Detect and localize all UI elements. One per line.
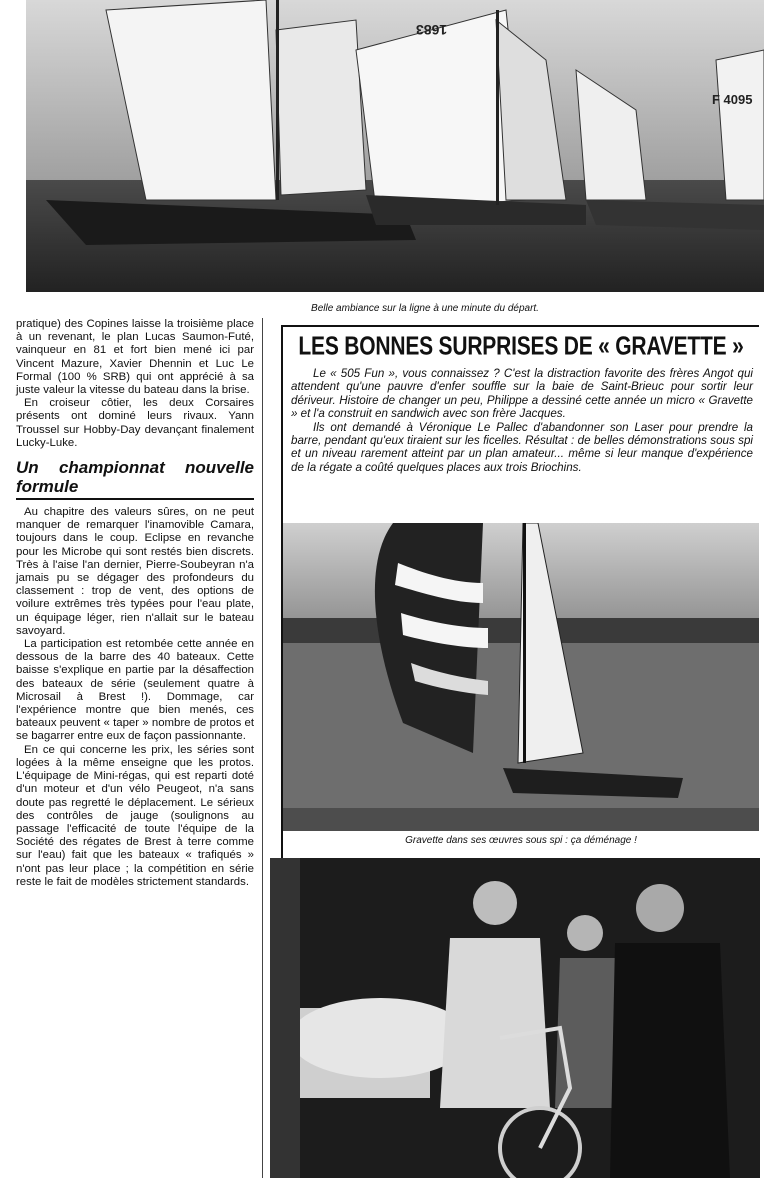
box-title: LES BONNES SURPRISES DE « GRAVETTE » xyxy=(298,332,744,361)
gravette-illustration xyxy=(283,523,759,831)
article-paragraph: La participation est retombée cette année en dessous de la barre des 40 bateaux. Cette baisse s'explique en partie par la désaffection des bateaux de série (seulement quatre à Microsail à Brest !). Dommage, car l'expérience montre que bien menés, ces bateaux peuvent « taper » nombre de protos et se bagarrer entre eux de façon passionnante. xyxy=(16,638,254,743)
box-paragraph: Le « 505 Fun », vous connaissez ? C'est la distraction favorite des frères Angot qui attendent qu'une pauvre d'enfer souffle sur la baie de Saint-Brieuc pour sortir leur dériveur. Histoire de changer un peu, Philippe a dessiné cette année un micro « Gravette » et l'a construit en sandwich avec son frère Jacques. xyxy=(291,367,753,421)
article-paragraph: pratique) des Copines laisse la troisième place à un revenant, le plan Lucas Saumon-Futé, vainqueur en 81 et fort bien mené ici par Vincent Mazure, Xavier Dhennin et Luc Le Formal (100 % SRB) qui ont apprécié à sa juste valeur la vitesse du bateau dans la brise. xyxy=(16,318,254,397)
column-divider xyxy=(262,318,263,1178)
section-heading: Un championnat nouvelle formule xyxy=(16,458,254,500)
regatta-start-photo xyxy=(26,0,764,292)
gravette-spinnaker-photo xyxy=(283,523,759,831)
box-body xyxy=(291,367,753,474)
crew-with-bicycle-photo xyxy=(270,858,760,1178)
gravette-boxed-article xyxy=(281,325,759,865)
crew-illustration xyxy=(270,858,760,1178)
sail-number: 1683 xyxy=(416,22,448,38)
article-paragraph: En ce qui concerne les prix, les séries sont logées à la même enseigne que les protos. L'équipage de Mini-régas, qui est reparti doté d'un moteur et d'un vélo Peugeot, n'a sans doute pas regretté le déplacement. Le sérieux des contrôles de jauge (soulignons au passage l'efficacité de toute l'équipe de la Société des régates de Brest à terre comme sur l'eau) fait que les bateaux « trafiqués » n'ont pas leur place ; la compétition en série reste le fait de modèles strictement standards. xyxy=(16,743,254,888)
article-paragraph: En croiseur côtier, les deux Corsaires présents ont dominé leurs rivaux. Yann Troussel sur Hobby-Day devançant finalement Lucky-Luke. xyxy=(16,397,254,449)
top-photo-caption: Belle ambiance sur la ligne à une minute du départ. xyxy=(311,303,539,314)
regatta-illustration xyxy=(26,0,764,292)
left-article-column xyxy=(16,318,254,889)
sail-number: F 4095 xyxy=(712,92,753,107)
gravette-photo-caption: Gravette dans ses œuvres sous spi : ça déménage ! xyxy=(405,835,637,846)
box-paragraph: Ils ont demandé à Véronique Le Pallec d'abandonner son Laser pour prendre la barre, pendant qu'eux tiraient sur les ficelles. Résultat : de belles démonstrations sous spi et un niveau rarement atteint par un plan amateur... même si leur manque d'expérience de la régate a coûté quelques places aux trois Briochins. xyxy=(291,420,753,474)
article-paragraph: Au chapitre des valeurs sûres, on ne peut manquer de remarquer l'inamovible Camara, toujours dans le coup. Eclipse en revanche pour les Microbe qui sont restés bien discrets. Très à l'aise l'an dernier, Pierre-Soubeyran n'a jamais pu se dégager des profondeurs du classement : trop de vent, des options de voilure extrêmes très typées pour l'eau plate, un équipage léger, rien n'allait sur le bateau savoyard. xyxy=(16,506,254,637)
